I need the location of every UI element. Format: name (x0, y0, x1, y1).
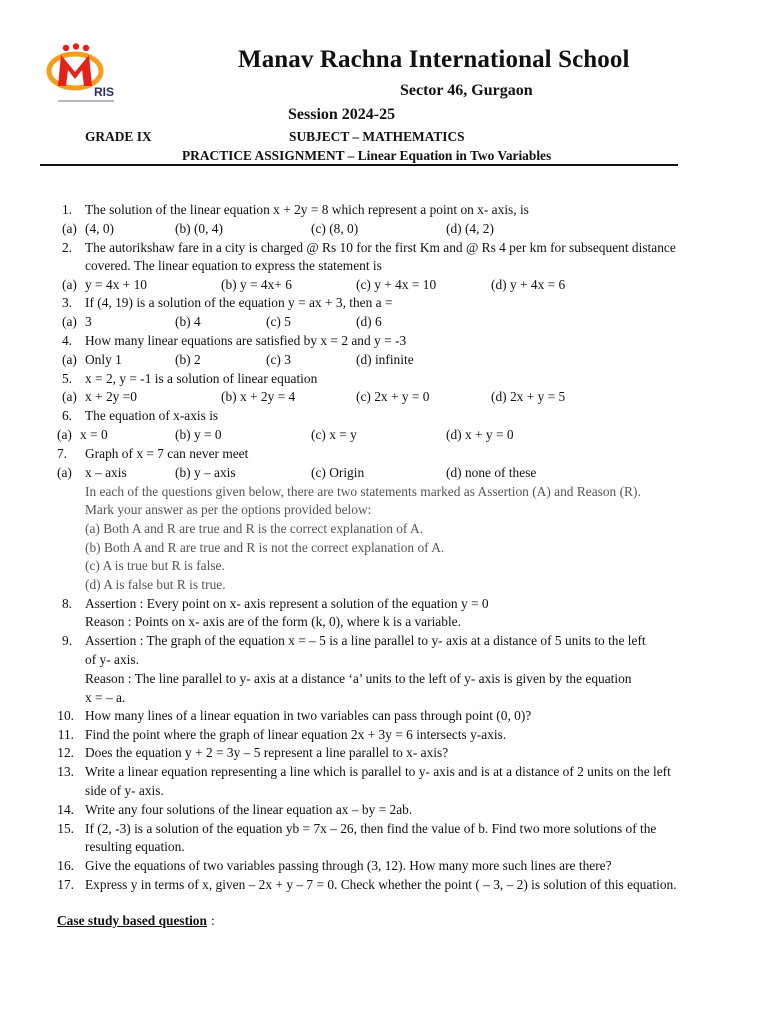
option-b: (b) y – axis (175, 465, 236, 480)
question-text: Write a linear equation representing a line which is parallel to y- axis and is at a distance of 2 units on the left (85, 764, 671, 779)
option-marker: (a) (57, 465, 72, 480)
school-sector: Sector 46, Gurgaon (400, 82, 533, 99)
question-number: 13. (57, 764, 74, 779)
question-text: The autorikshaw fare in a city is charged @ Rs 10 for the first Km and @ Rs 4 per km for subsequent distance (85, 240, 676, 255)
option-d: (d) y + 4x = 6 (491, 277, 566, 292)
reason-text: Reason : Points on x- axis are of the form (k, 0), where k is a variable. (85, 614, 461, 629)
question-text: x = 2, y = -1 is a solution of linear equation (85, 371, 318, 386)
question-number: 10. (57, 708, 74, 723)
question-number: 4. (61, 333, 72, 348)
question-number: 3. (61, 295, 72, 310)
question-number: 6. (61, 408, 72, 423)
question-number: 11. (57, 727, 74, 742)
option-d: (d) none of these (446, 465, 537, 480)
question-text-continued: side of y- axis. (85, 783, 164, 798)
option-d: (d) infinite (356, 352, 414, 367)
question-text: Graph of x = 7 can never meet (85, 446, 249, 461)
question-text: If (4, 19) is a solution of the equation y = ax + 3, then a = (85, 295, 393, 310)
question-text-continued: covered. The linear equation to express the statement is (85, 258, 382, 273)
option-marker: (a) (62, 277, 77, 292)
option-b: (b) y = 0 (175, 427, 222, 442)
option-marker: (a) (62, 352, 77, 367)
option-marker: (a) (57, 427, 72, 442)
case-study-colon: : (211, 913, 215, 928)
option-a: x – axis (85, 465, 127, 480)
assertion-text-continued: of y- axis. (85, 652, 139, 667)
assertion-option-d: (d) A is false but R is true. (85, 577, 226, 592)
question-number: 1. (61, 202, 72, 217)
question-text: Find the point where the graph of linear equation 2x + 3y = 6 intersects y-axis. (85, 727, 507, 742)
option-d: (d) x + y = 0 (446, 427, 514, 442)
option-a: x = 0 (80, 427, 108, 442)
question-number: 12. (57, 745, 74, 760)
question-number: 16. (57, 858, 74, 873)
session-label: Session 2024-25 (288, 106, 396, 123)
school-logo (44, 42, 120, 108)
option-d: (d) (4, 2) (446, 221, 494, 236)
grade-label: GRADE IX (85, 129, 152, 144)
subject-label: SUBJECT – MATHEMATICS (289, 129, 465, 144)
question-text: The equation of x-axis is (85, 408, 219, 423)
option-marker: (a) (62, 221, 77, 236)
question-text: Write any four solutions of the linear equation ax – by = 2ab. (85, 802, 413, 817)
case-study-heading: Case study based question (57, 913, 207, 928)
question-text: The solution of the linear equation x + 2y = 8 which represent a point on x- axis, is (85, 202, 529, 217)
question-text: If (2, -3) is a solution of the equation yb = 7x – 26, then find the value of b. Find two more solutions of the (85, 821, 657, 836)
assertion-instruction: In each of the questions given below, there are two statements marked as Assertion (A) and Reason (R). (85, 484, 641, 499)
assertion-text: Assertion : Every point on x- axis represent a solution of the equation y = 0 (85, 596, 489, 611)
option-a: y = 4x + 10 (85, 277, 147, 292)
option-b: (b) (0, 4) (175, 221, 223, 236)
question-number: 8. (61, 596, 72, 611)
question-text: Express y in terms of x, given – 2x + y – 7 = 0. Check whether the point ( – 3, – 2) is solution of this equation. (85, 877, 677, 892)
option-c: (c) y + 4x = 10 (356, 277, 437, 292)
option-b: (b) x + 2y = 4 (221, 389, 296, 404)
school-name: Manav Rachna International School (238, 46, 630, 73)
question-number: 17. (57, 877, 74, 892)
assertion-option-c: (c) A is true but R is false. (85, 558, 225, 573)
assertion-option-a: (a) Both A and R are true and R is the correct explanation of A. (85, 521, 424, 536)
reason-text-continued: x = – a. (85, 690, 126, 705)
logo-text: RIS (94, 85, 115, 99)
question-text: Does the equation y + 2 = 3y – 5 represent a line parallel to x- axis? (85, 745, 449, 760)
assertion-option-b: (b) Both A and R are true and R is not the correct explanation of A. (85, 540, 445, 555)
option-d: (d) 2x + y = 5 (491, 389, 566, 404)
option-a: (4, 0) (85, 221, 115, 236)
question-text-continued: resulting equation. (85, 839, 185, 854)
assertion-text: Assertion : The graph of the equation x = – 5 is a line parallel to y- axis at a distance of 5 units to the left (85, 633, 646, 648)
question-number: 9. (61, 633, 72, 648)
question-text: How many linear equations are satisfied by x = 2 and y = -3 (85, 333, 407, 348)
question-number: 15. (57, 821, 74, 836)
question-number: 14. (57, 802, 74, 817)
option-a: Only 1 (85, 352, 122, 367)
question-text: Give the equations of two variables passing through (3, 12). How many more such lines are there? (85, 858, 612, 873)
option-c: (c) 5 (266, 314, 291, 329)
option-c: (c) 2x + y = 0 (356, 389, 430, 404)
option-marker: (a) (62, 389, 77, 404)
reason-text: Reason : The line parallel to y- axis at a distance ‘a’ units to the left of y- axis is given by the equation (85, 671, 632, 686)
option-b: (b) 4 (175, 314, 201, 329)
option-c: (c) (8, 0) (311, 221, 359, 236)
option-a: 3 (85, 314, 92, 329)
option-c: (c) x = y (311, 427, 357, 442)
option-b: (b) y = 4x+ 6 (221, 277, 292, 292)
option-a: x + 2y =0 (85, 389, 137, 404)
assertion-instruction: Mark your answer as per the options provided below: (85, 502, 372, 517)
assignment-title: PRACTICE ASSIGNMENT – Linear Equation in Two Variables (182, 148, 552, 163)
question-number: 2. (61, 240, 72, 255)
question-number: 7. (56, 446, 67, 461)
option-marker: (a) (62, 314, 77, 329)
option-b: (b) 2 (175, 352, 201, 367)
option-d: (d) 6 (356, 314, 382, 329)
option-c: (c) 3 (266, 352, 291, 367)
question-number: 5. (61, 371, 72, 386)
question-text: How many lines of a linear equation in two variables can pass through point (0, 0)? (85, 708, 532, 723)
option-c: (c) Origin (311, 465, 365, 480)
header-divider (40, 164, 678, 166)
